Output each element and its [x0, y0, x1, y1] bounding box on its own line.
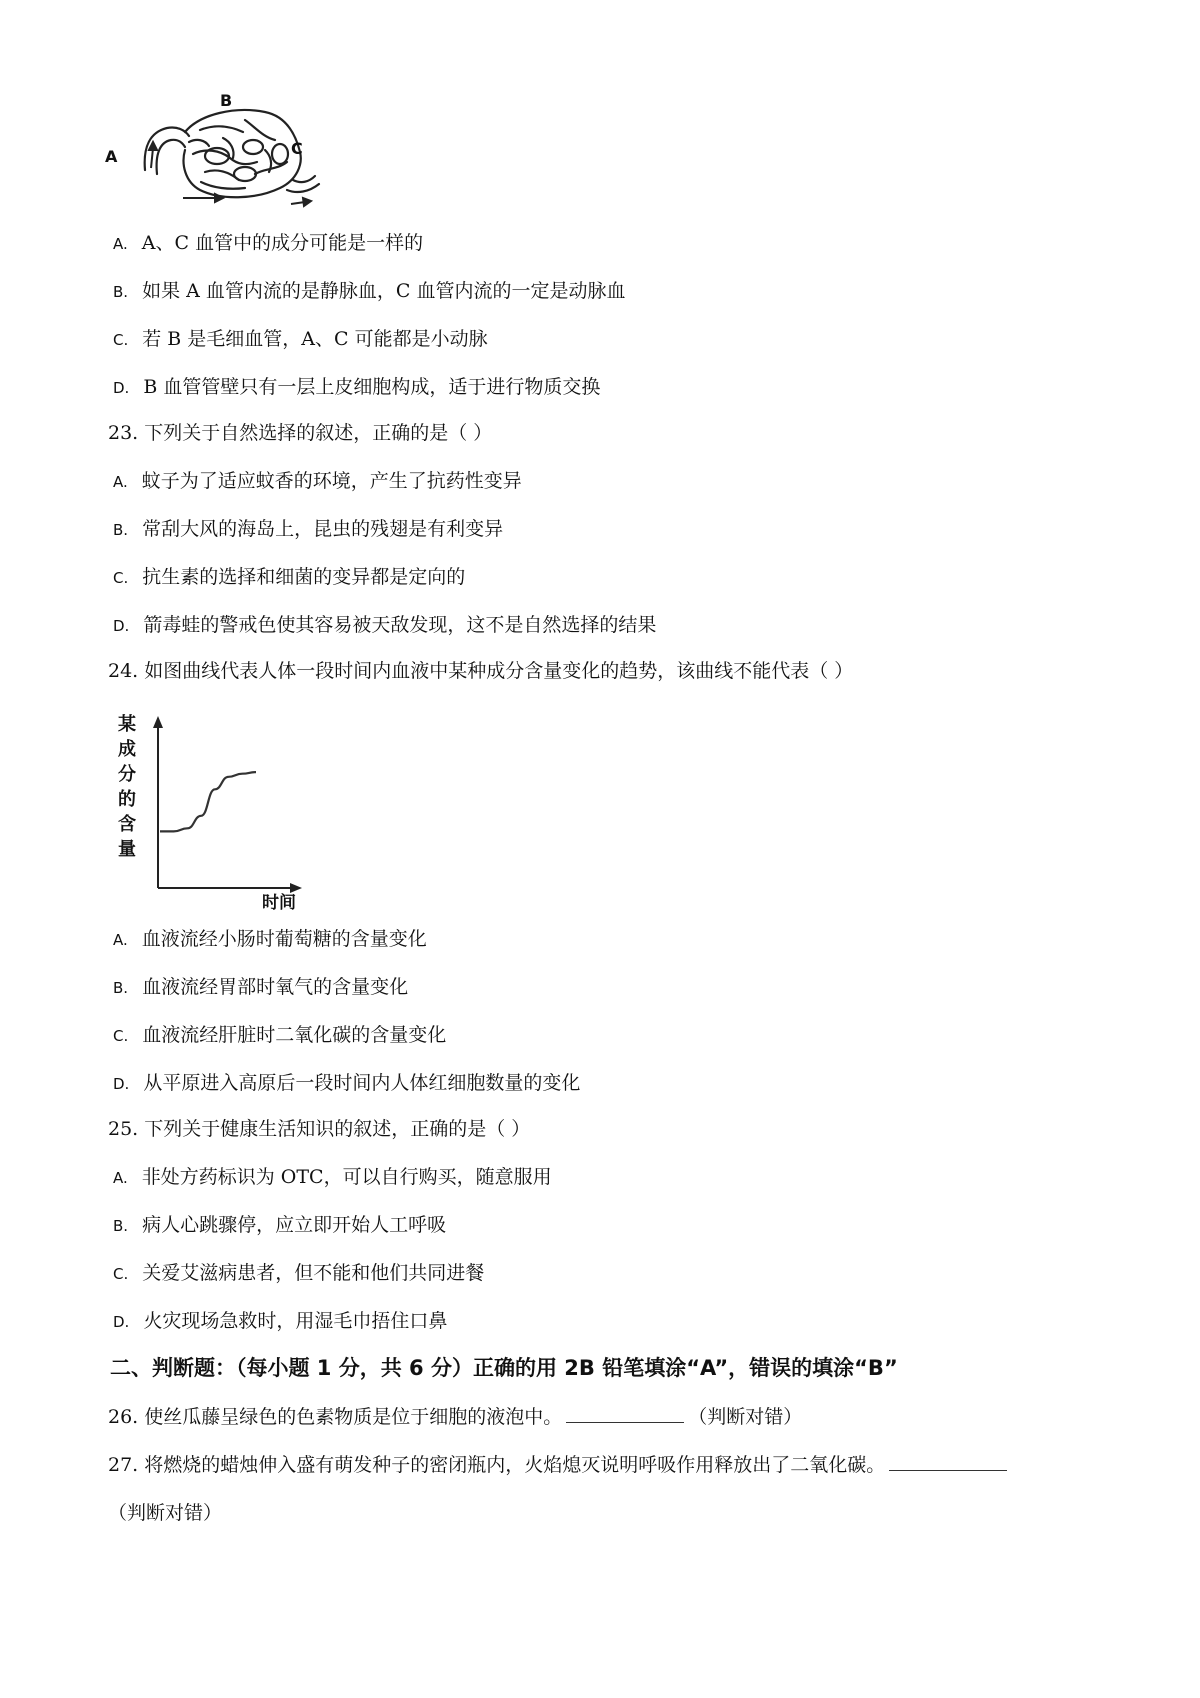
- option-letter: C.: [113, 1265, 129, 1283]
- option-text: 如果 A 血管内流的是静脉血，C 血管内流的一定是动脉血: [142, 280, 626, 302]
- q24-stem: 24. 如图曲线代表人体一段时间内血液中某种成分含量变化的趋势，该曲线不能代表（ ）: [108, 660, 854, 682]
- option-letter: C.: [113, 331, 129, 349]
- q23-option-b: [113, 516, 503, 543]
- q25-stem: 25. 下列关于健康生活知识的叙述，正确的是（ ）: [108, 1118, 531, 1140]
- option-letter: C.: [113, 1027, 129, 1045]
- option-text: 关爱艾滋病患者，但不能和他们共同进餐: [142, 1262, 485, 1284]
- label-c: C: [291, 139, 303, 158]
- y-axis-label: [118, 713, 136, 860]
- option-text: 非处方药标识为 OTC，可以自行购买，随意服用: [141, 1166, 552, 1188]
- option-text: 血液流经胃部时氧气的含量变化: [142, 976, 409, 998]
- q24-option-a: [113, 926, 427, 953]
- y-axis-label-char: 含: [118, 814, 136, 835]
- option-letter: B.: [113, 1217, 129, 1235]
- x-axis-arrow: [290, 883, 302, 893]
- option-letter: D.: [113, 379, 130, 397]
- option-text: 蚊子为了适应蚊香的环境，产生了抗药性变异: [141, 470, 522, 492]
- option-text: 从平原进入高原后一段时间内人体红细胞数量的变化: [143, 1072, 581, 1094]
- option-text: 病人心跳骤停，应立即开始人工呼吸: [142, 1214, 447, 1236]
- option-letter: A.: [113, 931, 128, 949]
- label-a: A: [105, 147, 118, 166]
- q26: [108, 1404, 802, 1430]
- option-text: 箭毒蛙的警戒色使其容易被天敌发现，这不是自然选择的结果: [143, 614, 657, 636]
- option-letter: A.: [113, 1169, 128, 1187]
- q23-option-a: [113, 468, 522, 495]
- option-text: 若 B 是毛细血管，A、C 可能都是小动脉: [142, 328, 488, 350]
- option-letter: B.: [113, 979, 129, 997]
- q26-answer-blank[interactable]: [566, 1404, 684, 1423]
- option-text: 血液流经肝脏时二氧化碳的含量变化: [142, 1024, 447, 1046]
- option-text: 血液流经小肠时葡萄糖的含量变化: [141, 928, 427, 950]
- q25-option-c: [113, 1260, 484, 1287]
- y-axis-label-char: 成: [118, 739, 136, 760]
- content-trend-chart: [118, 710, 308, 910]
- option-text: 火灾现场急救时，用湿毛巾捂住口鼻: [143, 1310, 448, 1332]
- q22-option-a: [113, 230, 423, 257]
- y-axis-label-char: 某: [118, 714, 136, 735]
- q26-text: 26. 使丝瓜藤呈绿色的色素物质是位于细胞的液泡中。: [108, 1406, 563, 1428]
- q25-option-d: [113, 1308, 447, 1335]
- option-letter: B.: [113, 283, 129, 301]
- section-heading-judgement: 二、判断题：（每小题 1 分，共 6 分）正确的用 2B 铅笔填涂“A”，错误的填涂“B”: [110, 1356, 898, 1380]
- q24-option-c: [113, 1022, 446, 1049]
- option-letter: D.: [113, 1313, 130, 1331]
- q25-option-a: [113, 1164, 552, 1191]
- q27: [108, 1452, 1011, 1478]
- option-text: A、C 血管中的成分可能是一样的: [141, 232, 424, 254]
- q26-suffix: （判断对错）: [688, 1406, 803, 1428]
- y-axis-label-char: 的: [118, 789, 136, 810]
- y-axis-arrow: [153, 716, 163, 728]
- option-text: 常刮大风的海岛上，昆虫的残翅是有利变异: [142, 518, 504, 540]
- y-axis-label-char: 量: [118, 839, 136, 860]
- q23-stem: 23. 下列关于自然选择的叙述，正确的是（ ）: [108, 422, 493, 444]
- option-text: B 血管管壁只有一层上皮细胞构成，适于进行物质交换: [143, 376, 601, 398]
- q27-suffix: （判断对错）: [108, 1502, 223, 1524]
- q24-option-d: [113, 1070, 580, 1097]
- label-b: B: [220, 92, 233, 110]
- q22-option-d: [113, 374, 600, 401]
- blood-vessel-figure: [105, 92, 335, 217]
- option-letter: A.: [113, 235, 128, 253]
- x-axis-label: 时间: [262, 893, 296, 910]
- q27-text: 27. 将燃烧的蜡烛伸入盛有萌发种子的密闭瓶内，火焰熄灭说明呼吸作用释放出了二氧化碳。: [108, 1454, 886, 1476]
- q24-option-b: [113, 974, 408, 1001]
- q25-option-b: [113, 1212, 446, 1239]
- y-axis-label-char: 分: [118, 764, 136, 785]
- option-letter: B.: [113, 521, 129, 539]
- q23-option-d: [113, 612, 656, 639]
- q22-option-b: [113, 278, 625, 305]
- option-letter: D.: [113, 617, 130, 635]
- option-text: 抗生素的选择和细菌的变异都是定向的: [142, 566, 466, 588]
- series-line: [160, 772, 256, 831]
- q22-option-c: [113, 326, 488, 353]
- option-letter: A.: [113, 473, 128, 491]
- q23-option-c: [113, 564, 465, 591]
- option-letter: D.: [113, 1075, 130, 1093]
- q27-answer-blank[interactable]: [889, 1452, 1007, 1471]
- option-letter: C.: [113, 569, 129, 587]
